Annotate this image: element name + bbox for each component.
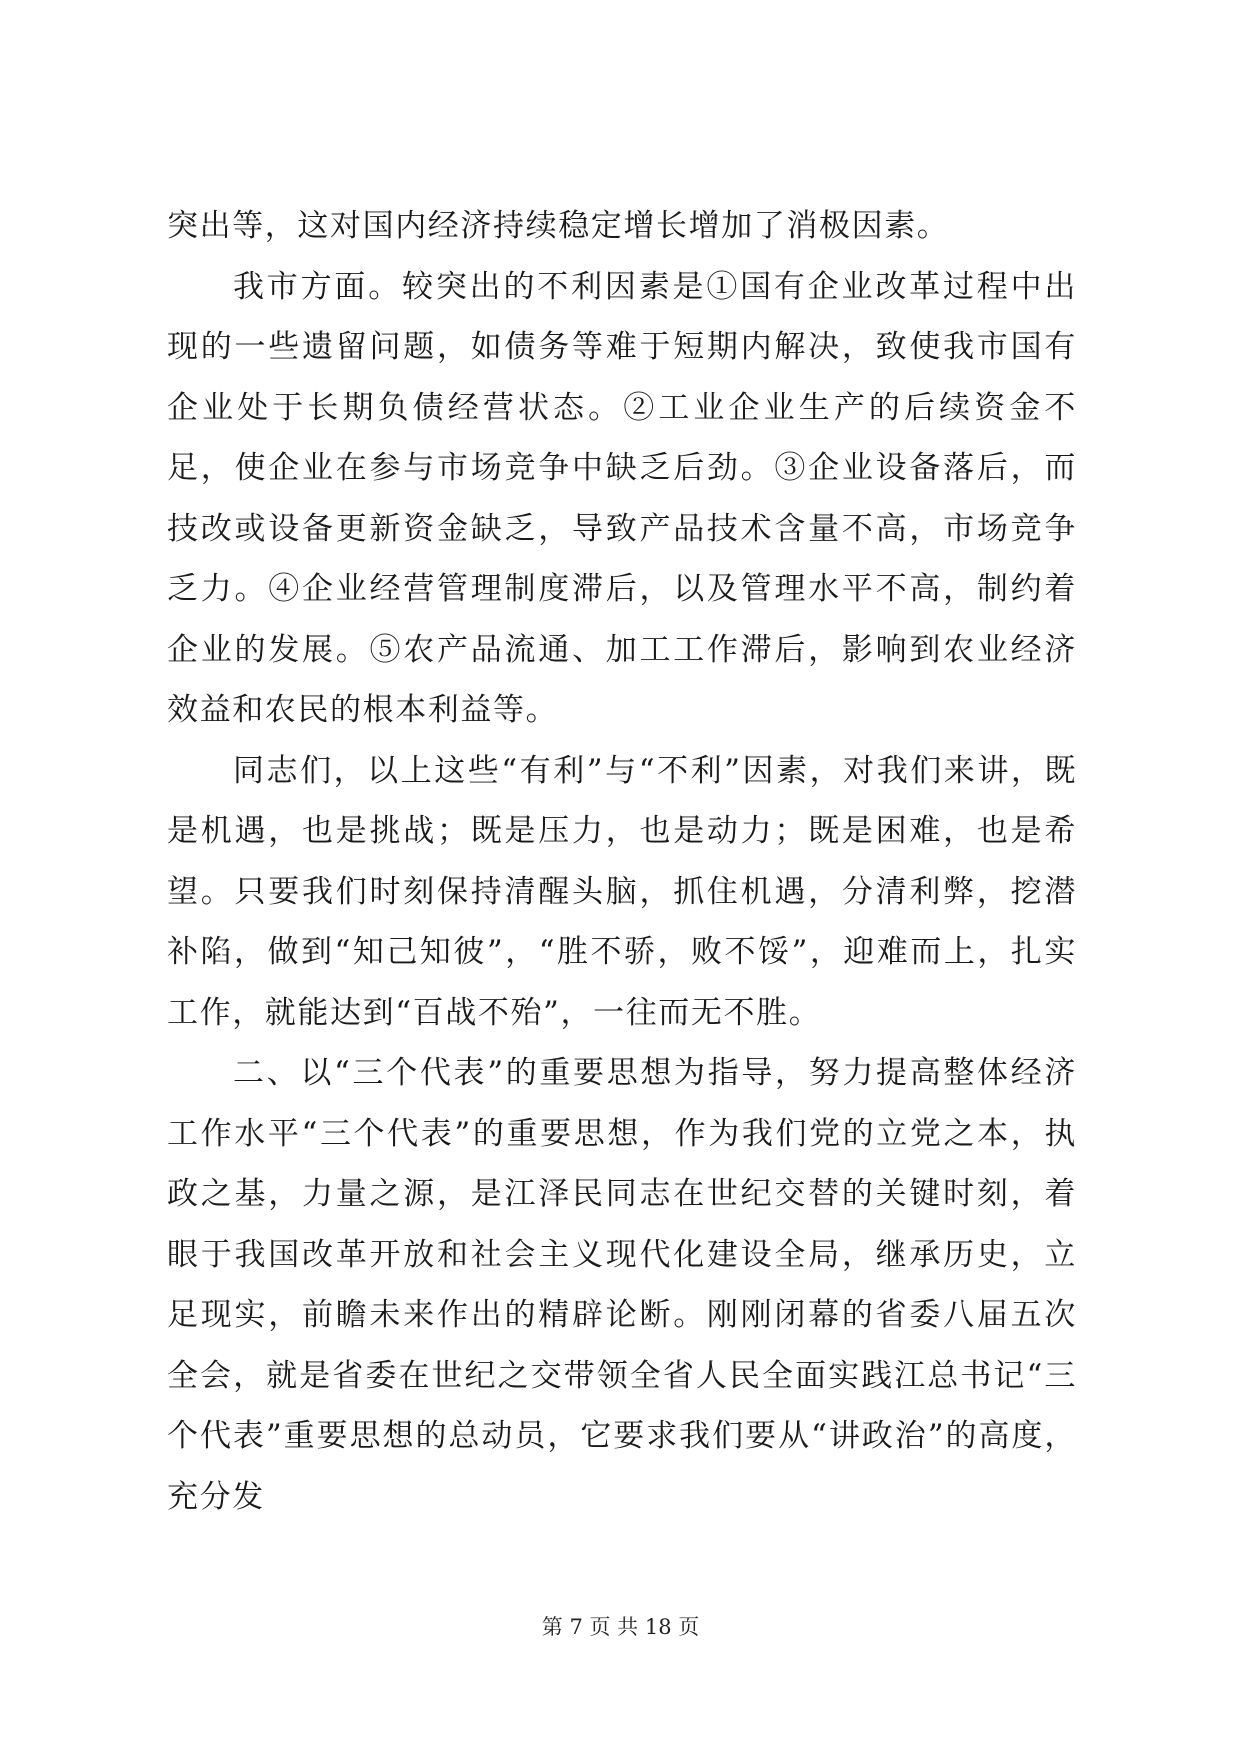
- paragraph-unfavorable-factors: 我市方面。较突出的不利因素是①国有企业改革过程中出现的一些遗留问题，如债务等难于短期内解决，致使我市国有企业处于长期负债经营状态。②工业企业生产的后续资金不足，使企业在参与市场竞争中缺乏后劲。③企业设备落后，而技改或设备更新资金缺乏，导致产品技术含量不高，市场竞争乏力。④企业经营管理制度滞后，以及管理水平不高，制约着企业的发展。⑤农产品流通、加工工作滞后，影响到农业经济效益和农民的根本利益等。: [167, 268, 1077, 728]
- page-number-footer: 第 7 页 共 18 页: [541, 1615, 700, 1639]
- document-body: [167, 196, 1077, 1527]
- paragraph-continuation: 突出等，这对国内经济持续稳定增长增加了消极因素。: [167, 208, 950, 244]
- paragraph-three-represents: 二、以“三个代表”的重要思想为指导，努力提高整体经济工作水平“三个代表”的重要思想，作为我们党的立党之本，执政之基，力量之源，是江泽民同志在世纪交替的关键时刻，着眼于我国改革开放和社会主义现代化建设全局，继承历史，立足现实，前瞻未来作出的精辟论断。刚刚闭幕的省委八届五次全会，就是省委在世纪之交带领全省人民全面实践江总书记“三个代表”重要思想的总动员，它要求我们要从“讲政治”的高度，充分发: [167, 1055, 1077, 1515]
- paragraph-opportunities-challenges: 同志们，以上这些“有利”与“不利”因素，对我们来讲，既是机遇，也是挑战；既是压力，也是动力；既是困难，也是希望。只要我们时刻保持清醒头脑，抓住机遇，分清利弊，挖潜补陷，做到“知己知彼”，“胜不骄，败不馁”，迎难而上，扎实工作，就能达到“百战不殆”，一往而无不胜。: [167, 752, 1077, 1031]
